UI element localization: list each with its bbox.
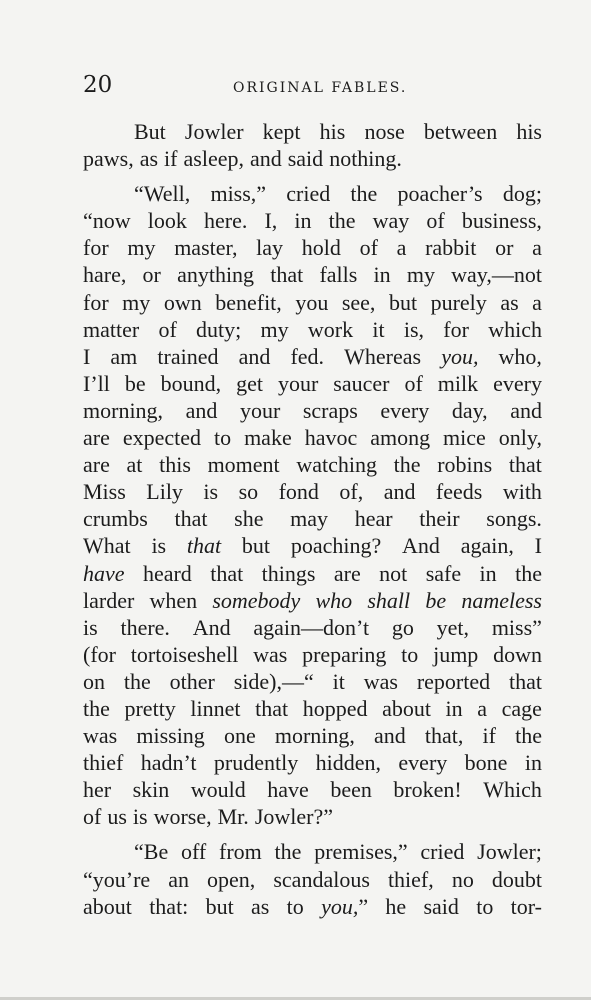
word: it [332,668,345,694]
word: matter [83,316,140,342]
word: the [328,208,356,234]
word: again, [460,533,514,559]
word: no [451,866,474,892]
italic-word: who [315,587,353,613]
word: a [532,289,542,315]
word: here. [204,208,248,234]
word: preparing [302,641,387,667]
word: that [270,262,304,288]
word: And [192,614,231,640]
word: jump [433,641,479,667]
word: that: [149,893,189,919]
word: Jowler; [477,839,542,865]
word: not [379,560,408,586]
word: cage [501,695,542,721]
italic-word: you, [321,893,359,919]
word: that [508,452,542,478]
word: “you’re [83,866,151,892]
word: open, [207,866,256,892]
word: bound, [160,370,222,396]
italic-word: you, [441,343,479,369]
word: trained [157,343,219,369]
word: their [419,506,460,532]
word: get [236,370,263,396]
word: the [83,695,110,721]
word: prudently [213,750,299,776]
word: there. [120,614,170,640]
word: in [445,695,463,721]
word: you,” [321,893,369,919]
text-line [83,118,542,145]
word: but [388,289,418,315]
word: who, [498,343,542,369]
word: things [261,560,316,586]
word: poacher’s [397,181,483,207]
word: been [330,777,372,803]
word: work [307,316,354,342]
word: of [158,316,177,342]
word: is, [403,316,425,342]
word: this [159,452,191,478]
word: in [373,262,391,288]
text-line [83,145,542,172]
text-line [83,866,542,893]
word: your [277,370,319,396]
italic-word: have [83,560,125,586]
word: it [372,316,385,342]
word: go [391,614,414,640]
word: the [350,181,378,207]
word: skin [132,777,170,803]
word: is [83,614,98,640]
word: scraps [302,397,358,423]
word: said [423,893,459,919]
word: master, [174,235,238,261]
word: about [382,695,431,721]
word: hopped [302,695,368,721]
word: premises,” [314,839,408,865]
word: hare, [83,262,127,288]
text-line [83,722,542,749]
word: among [370,425,431,451]
word: other [169,668,215,694]
word: and [185,397,218,423]
word: she [234,506,264,532]
word: only, [498,425,542,451]
word: off [180,839,207,865]
word: kept [262,119,301,144]
text-line [83,749,542,776]
word [367,587,410,614]
word: your [239,397,281,423]
word: worse, [153,804,212,830]
word: miss,” [210,181,267,207]
word: but [241,533,271,559]
italic-word: that [186,533,222,559]
word: is [132,804,148,830]
word: as [500,289,519,315]
word: and [249,146,282,172]
text-line [83,451,542,478]
word: fond [278,479,319,505]
word: see, [341,289,376,315]
word: cried [420,839,465,865]
text-line [83,316,542,343]
word: you [295,289,329,315]
word: that, [424,723,464,749]
word [83,560,125,587]
word: What [83,533,131,559]
word: the [515,723,542,749]
word: about [83,893,132,919]
word: milk [437,370,479,396]
word [316,587,353,614]
word: larder [83,587,135,613]
word: at [126,452,143,478]
word: I, [264,208,278,234]
word: for [443,316,469,342]
word: that [255,695,289,721]
word: on [83,668,105,694]
word: cried [286,181,331,207]
word: of [404,370,423,396]
text-line [83,668,542,695]
word: bone [464,750,508,776]
word: from [219,839,262,865]
word: side),—“ [233,668,314,694]
page-header [83,72,542,104]
word: I [83,343,91,369]
word: was [363,668,398,694]
paragraph [83,180,542,830]
word: so [238,479,259,505]
word: way,—not [451,262,542,288]
word: mice [443,425,486,451]
word: Mr. [217,804,249,830]
word: morning, [83,397,164,423]
word: “now [83,208,131,234]
word: expected [122,425,201,451]
word: in [479,560,497,586]
text-line [83,478,542,505]
word: to [476,893,494,919]
word: anything [177,262,255,288]
word: would [190,777,246,803]
word: dog; [502,181,542,207]
word: morning, [274,723,355,749]
italic-word: somebody [212,587,301,613]
word: the [123,668,151,694]
word: be [124,370,146,396]
text-line [83,803,542,830]
running-title: ORIGINAL FABLES. [233,80,408,96]
word: nose [364,119,405,144]
page-number: 20 [83,72,113,98]
word: nothing. [329,146,402,172]
word: in [294,208,312,234]
word: of [83,804,102,830]
text-line [83,587,542,614]
word [212,587,300,614]
word: to [286,893,304,919]
word: thief [83,750,124,776]
word: But [134,119,166,144]
word: duty; [196,316,242,342]
word: every [398,750,448,776]
word: if [164,146,178,172]
word: was [83,723,118,749]
word: of [426,208,445,234]
word: as [139,146,159,172]
word: am [110,343,138,369]
word: with [502,479,542,505]
word: I [534,533,542,559]
text-line [83,370,542,397]
word: benefit, [215,289,282,315]
word: may [290,506,329,532]
word: robins [437,452,493,478]
word [187,532,221,559]
word: Whereas [344,343,422,369]
word: hadn’t [140,750,197,776]
word: as [251,893,270,919]
word: was [253,641,288,667]
paragraph [83,838,542,919]
word: and [374,723,406,749]
word: day, [451,397,488,423]
text-line [83,838,542,865]
word: is [151,533,167,559]
word: one [223,723,256,749]
word: songs. [486,506,542,532]
word: my [406,262,435,288]
word: he [385,893,407,919]
word: if [482,723,496,749]
word: havoc [304,425,358,451]
word: crumbs [83,506,148,532]
paragraph [83,118,542,172]
word: falls [319,262,358,288]
word: lay [256,235,284,261]
word: purely [430,289,487,315]
text-line [83,893,542,920]
word: tortoiseshell [130,641,239,667]
word: again—don’t [253,614,370,640]
word: when [149,587,198,613]
word: reported [416,668,491,694]
word: miss” [491,614,542,640]
word: the [274,839,302,865]
word: “Well, [134,181,191,207]
word: “Be [134,839,169,865]
word: asleep, [183,146,244,172]
word: an [168,866,189,892]
word: safe [425,560,462,586]
word: but [205,893,234,919]
word: (for [83,641,116,667]
word: down [493,641,542,667]
word: make [244,425,292,451]
word [461,587,542,614]
word: tor- [510,893,542,919]
word: fed. [290,343,325,369]
word: his [516,119,542,144]
word: and [238,343,271,369]
word: between [423,119,498,144]
word: for [83,235,109,261]
word [441,343,478,370]
italic-word: be [425,587,447,613]
word: hear [354,506,393,532]
word: watching [296,452,377,478]
word: every [493,370,542,396]
word: that [174,506,208,532]
word: yet, [436,614,470,640]
word: scandalous [273,866,370,892]
word: and [510,397,542,423]
word: broken! [393,777,462,803]
text-line [83,695,542,722]
word: and [383,479,416,505]
word: I’ll [83,370,110,396]
word: my [260,316,289,342]
word: Which [483,777,542,803]
word: Lily [146,479,183,505]
text-line [83,532,542,559]
word: to [213,425,232,451]
word: us [107,804,127,830]
word: heard [142,560,192,586]
word: a [396,235,407,261]
word: to [401,641,419,667]
word: every [380,397,430,423]
word: Jowler?” [254,804,333,830]
word: rabbit [425,235,477,261]
word: or [142,262,161,288]
word: her [83,777,112,803]
text-line [83,560,542,587]
word: are [333,560,361,586]
word: own [163,289,202,315]
word: thief, [387,866,434,892]
text-line [83,397,542,424]
word: have [267,777,309,803]
word: which [488,316,542,342]
word: hold [301,235,341,261]
word: are [83,425,110,451]
word: is [203,479,219,505]
word: doubt [491,866,542,892]
text-line [83,289,542,316]
word: business, [461,208,542,234]
text-line [83,424,542,451]
word: feeds [435,479,483,505]
italic-word: shall [367,587,411,613]
word: said [287,146,324,172]
word: my [122,289,151,315]
body-text [83,118,542,920]
text-line [83,180,542,207]
word: the [393,452,421,478]
word: saucer [333,370,390,396]
word: linnet [190,695,241,721]
text-line [83,776,542,803]
word: that [509,668,542,694]
word: a [477,695,488,721]
word: moment [207,452,280,478]
text-line [83,641,542,668]
word: look [147,208,187,234]
word: way [372,208,410,234]
word: or [495,235,514,261]
text-line [83,234,542,261]
text-line [83,614,542,641]
word: Miss [83,479,126,505]
word: And [402,533,440,559]
word: paws, [83,146,134,172]
word: in [524,750,542,776]
italic-word: nameless [461,587,542,613]
word: my [127,235,156,261]
text-line [83,207,542,234]
word: the [515,560,542,586]
word: for [83,289,109,315]
word: Jowler [184,119,244,144]
word: of [359,235,378,261]
word: are [83,452,110,478]
text-line [83,343,542,370]
word: that [210,560,244,586]
word: hidden, [315,750,382,776]
word: his [319,119,346,144]
word: a [532,235,542,261]
word [425,587,446,614]
word: poaching? [290,533,382,559]
text-line [83,261,542,288]
text-line [83,505,542,532]
word: of, [339,479,364,505]
word: missing [136,723,205,749]
word: pretty [124,695,176,721]
